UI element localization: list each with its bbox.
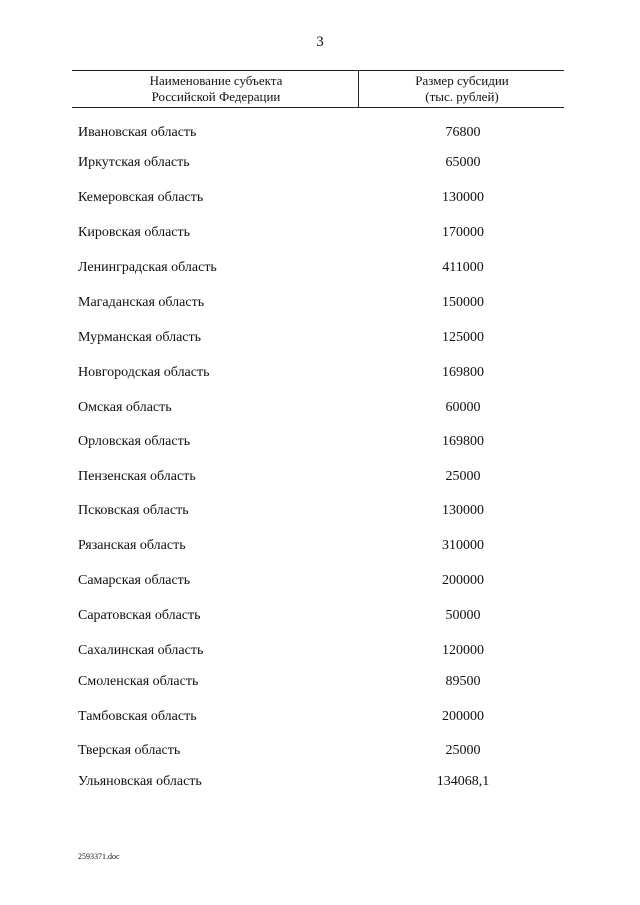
table-row [78,398,558,418]
table-row [78,293,558,313]
header-subsidy-amount [360,71,564,107]
subsidy-amount: 25000 [445,743,481,758]
table-row [78,536,558,556]
table-row [78,707,558,727]
subject-name: Омская область [78,400,172,415]
table-row [78,432,558,452]
subsidy-amount: 170000 [442,225,484,240]
subject-name: Рязанская область [78,538,186,553]
subject-name: Иркутская область [78,155,190,170]
subsidy-amount: 310000 [442,538,484,553]
subject-name: Ивановская область [78,125,197,140]
subsidy-amount: 120000 [442,643,484,658]
header-subsidy-amount-line1: Размер субсидии [415,73,509,88]
table-row [78,571,558,591]
subject-name: Смоленская область [78,674,199,689]
document-filename: 2593371.doc [78,852,120,861]
header-subsidy-amount-line2: (тыс. рублей) [425,89,499,104]
subject-name: Псковская область [78,503,189,518]
subject-name: Тверская область [78,743,181,758]
table-row [78,641,558,661]
subsidy-amount: 60000 [445,400,481,415]
subsidy-amount: 134068,1 [436,774,490,789]
subsidy-amount: 130000 [442,503,484,518]
table-row [78,223,558,243]
subsidy-amount: 200000 [442,709,484,724]
subject-name: Пензенская область [78,469,196,484]
subsidy-amount: 76800 [445,125,481,140]
table-row [78,153,558,173]
table-row [78,188,558,208]
subsidy-amount: 65000 [445,155,481,170]
subsidy-amount: 411000 [442,260,484,275]
table-row [78,363,558,383]
subsidy-amount: 200000 [442,573,484,588]
subject-name: Кировская область [78,225,191,240]
subsidy-amount: 130000 [442,190,484,205]
subsidy-amount: 169800 [442,365,484,380]
table-header [72,70,564,108]
subject-name: Орловская область [78,434,191,449]
subsidy-amount: 50000 [445,608,481,623]
header-column-divider [358,71,359,107]
subsidy-amount: 89500 [445,674,481,689]
subsidy-amount: 125000 [442,330,484,345]
table-row [78,672,558,692]
subject-name: Сахалинская область [78,643,204,658]
subject-name: Тамбовская область [78,709,197,724]
page-number: 3 [316,34,324,50]
header-subject-name-line2: Российской Федерации [151,89,281,104]
subject-name: Саратовская область [78,608,201,623]
subject-name: Новгородская область [78,365,210,380]
subsidy-amount: 25000 [445,469,481,484]
table-row [78,467,558,487]
table-row [78,328,558,348]
subject-name: Мурманская область [78,330,202,345]
subsidy-amount: 150000 [442,295,484,310]
table-row [78,123,558,143]
subject-name: Ленинградская область [78,260,217,275]
table-row [78,501,558,521]
table-row [78,258,558,278]
table-row [78,741,558,761]
subsidy-amount: 169800 [442,434,484,449]
subject-name: Ульяновская область [78,774,202,789]
subject-name: Самарская область [78,573,191,588]
header-subject-name-line1: Наименование субъекта [149,73,283,88]
subject-name: Магаданская область [78,295,205,310]
subject-name: Кемеровская область [78,190,204,205]
header-subject-name [72,71,360,107]
table-row [78,772,558,792]
table-row [78,606,558,626]
